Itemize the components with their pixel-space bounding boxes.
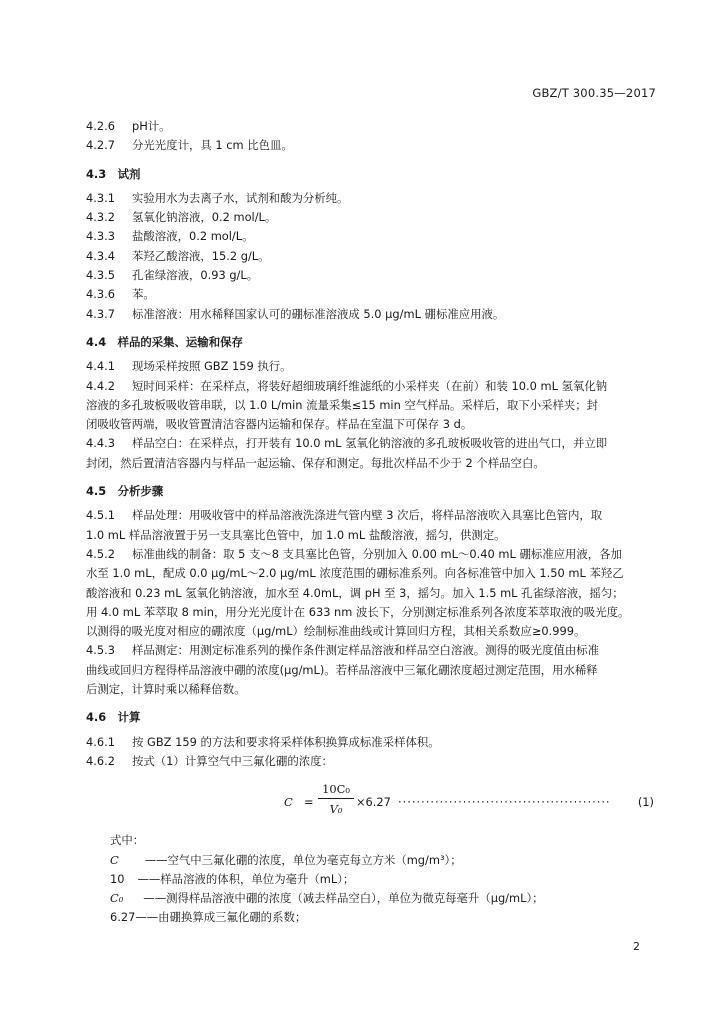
clause [86, 117, 658, 136]
section-heading: 4.3 试剂 [86, 166, 141, 181]
clause-text: 标准曲线的制备：取 5 支～8 支具塞比色管，分别加入 0.00 mL～0.40 mL 硼标准应用液，各加 [132, 546, 622, 561]
definitions-intro: 式中： [110, 833, 145, 848]
clause [86, 266, 658, 285]
clause-continuation: 以测得的吸光度对相应的硼浓度（μg/mL）绘制标准曲线或计算回归方程，其相关系数应≥0.999。 [86, 624, 586, 639]
clause-text: 分光光度计，具 1 cm 比色皿。 [132, 138, 293, 153]
section-heading: 4.6 计算 [86, 710, 141, 725]
clause-continuation: 水至 1.0 mL，配成 0.0 μg/mL～2.0 μg/mL 浓度范围的硼标准系列。向各标准管中加入 1.50 mL 苯羟乙 [86, 566, 624, 581]
clause-text: 样品空白：在采样点，打开装有 10.0 mL 氢氧化钠溶液的多孔玻板吸收管的进出气口，并立即 [132, 436, 608, 451]
clause [86, 641, 658, 660]
clause-number: 4.3.1 [86, 190, 115, 205]
clause-text: 样品测定：用测定标准系列的操作条件测定样品溶液和样品空白溶液。测得的吸光度值由标准 [132, 643, 600, 658]
equation-factor: ×6.27 [356, 795, 391, 810]
clause-text: 盐酸溶液，0.2 mol/L。 [132, 229, 254, 244]
page-number: 2 [633, 940, 640, 953]
definition-item [110, 870, 658, 889]
fraction-denominator: V₀ [329, 802, 343, 817]
clause-text: 按 GBZ 159 的方法和要求将采样体积换算成标准采样体积。 [132, 734, 440, 749]
clause-text: 短时间采样：在采样点，将装好超细玻璃纤维滤纸的小采样夹（在前）和装 10.0 mL 氢氧化钠 [132, 378, 608, 393]
clause-continuation: 酸溶液和 0.23 mL 氢氧化钠溶液，加水至 4.0mL，调 pH 至 3，摇匀。加入 1.5 mL 孔雀绿溶液，摇匀； [86, 585, 624, 600]
clause [86, 434, 658, 453]
clause-continuation: 用 4.0 mL 苯萃取 8 min，用分光光度计在 633 nm 波长下，分别测定标准系列各浓度苯萃取液的吸光度。 [86, 604, 630, 619]
clause-continuation: 后测定，计算时乘以稀释倍数。 [86, 682, 246, 697]
equation [86, 781, 658, 825]
equation-number: (1) [637, 795, 654, 810]
clause [86, 136, 658, 155]
clause-number: 4.3.6 [86, 287, 115, 302]
clause-number: 4.3.2 [86, 210, 115, 225]
clause [86, 377, 658, 396]
clause-number: 4.3.7 [86, 306, 115, 321]
definition-symbol: C₀ [110, 891, 124, 906]
clause-text: pH计。 [132, 119, 171, 133]
document-body [86, 117, 658, 928]
clause-number: 4.3.3 [86, 229, 115, 244]
clause [86, 227, 658, 246]
fraction-numerator: 10C₀ [318, 781, 354, 799]
clause-text: 样品处理：用吸收管中的样品溶液洗涤进气管内壁 3 次后，将样品溶液吹入具塞比色管内，取 [132, 508, 603, 523]
clause-continuation: 溶液的多孔玻板吸收管串联，以 1.0 L/min 流量采集≤15 min 空气样品。采样后，取下小采样夹；封 [86, 397, 599, 412]
clause-number: 4.4.2 [86, 378, 115, 393]
clause [86, 285, 658, 304]
clause [86, 733, 658, 752]
variable-definitions [110, 831, 658, 927]
equation-fraction [318, 781, 354, 819]
clause-continuation: 封闭，然后置清洁容器内与样品一起运输、保存和测定。每批次样品不少于 2 个样品空白。 [86, 455, 545, 470]
clause-number: 4.4.1 [86, 359, 115, 374]
clause [86, 305, 658, 324]
clause-number: 4.5.3 [86, 643, 115, 658]
definition-text: ——样品溶液的体积，单位为毫升（mL）； [137, 871, 355, 886]
definition-text: ——空气中三氟化硼的浓度，单位为毫克每立方米（mg/m³）； [144, 852, 462, 867]
clause-text: 孔雀绿溶液，0.93 g/L。 [132, 268, 259, 283]
clause-number: 4.6.1 [86, 734, 115, 749]
clause [86, 545, 658, 564]
definition-symbol: C [110, 852, 119, 867]
clause [86, 247, 658, 266]
clause-text: 按式（1）计算空气中三氟化硼的浓度： [132, 753, 333, 768]
clause-continuation: 闭吸收管两端，吸收管置清洁容器内运输和保存。样品在室温下可保存 3 d。 [86, 417, 473, 432]
clause-text: 苯羟乙酸溶液，15.2 g/L。 [132, 248, 270, 263]
clause-text: 现场采样按照 GBZ 159 执行。 [132, 359, 292, 374]
clause-number: 4.3.5 [86, 268, 115, 283]
clause-number: 4.5.1 [86, 508, 115, 523]
clause-text: 实验用水为去离子水，试剂和酸为分析纯。 [132, 190, 349, 205]
clause-continuation: 1.0 mL 样品溶液置于另一支具塞比色管中，加 1.0 mL 盐酸溶液，摇匀，供测定。 [86, 527, 506, 542]
clause [86, 752, 658, 771]
section-heading: 4.5 分析步骤 [86, 484, 164, 499]
clause [86, 208, 658, 227]
definition-symbol: 6.27 [110, 910, 136, 925]
clause [86, 189, 658, 208]
definition-text: ——由硼换算成三氟化硼的系数； [135, 910, 307, 925]
clause-text: 苯。 [132, 287, 155, 302]
definition-item [110, 908, 658, 927]
clause-text: 标准溶液：用水稀释国家认可的硼标准溶液成 5.0 μg/mL 硼标准应用液。 [132, 306, 505, 321]
clause-text: 氢氧化钠溶液，0.2 mol/L。 [132, 210, 277, 225]
clause-continuation: 曲线或回归方程得样品溶液中硼的浓度(μg/mL)。若样品溶液中三氟化硼浓度超过测定范围，用水稀释 [86, 662, 598, 677]
definition-symbol: 10 [110, 871, 125, 886]
standard-number: GBZ/T 300.35—2017 [532, 86, 656, 100]
clause-number: 4.3.4 [86, 248, 115, 263]
clause-number: 4.6.2 [86, 753, 115, 768]
section-heading: 4.4 样品的采集、运输和保存 [86, 334, 243, 349]
clause-number: 4.2.7 [86, 138, 115, 153]
clause-number: 4.5.2 [86, 546, 115, 561]
clause [86, 506, 658, 525]
equation-equals: = [304, 795, 314, 810]
clause-number: 4.2.6 [86, 119, 115, 133]
clause [86, 357, 658, 376]
equation-lhs: C [284, 795, 293, 810]
definition-item [110, 889, 658, 908]
definition-item [110, 851, 658, 870]
definition-text: ——测得样品溶液中硼的浓度（减去样品空白），单位为微克每毫升（μg/mL）； [143, 891, 544, 906]
clause-number: 4.4.3 [86, 436, 115, 451]
equation-leader-dots: ·············································· [398, 795, 611, 810]
